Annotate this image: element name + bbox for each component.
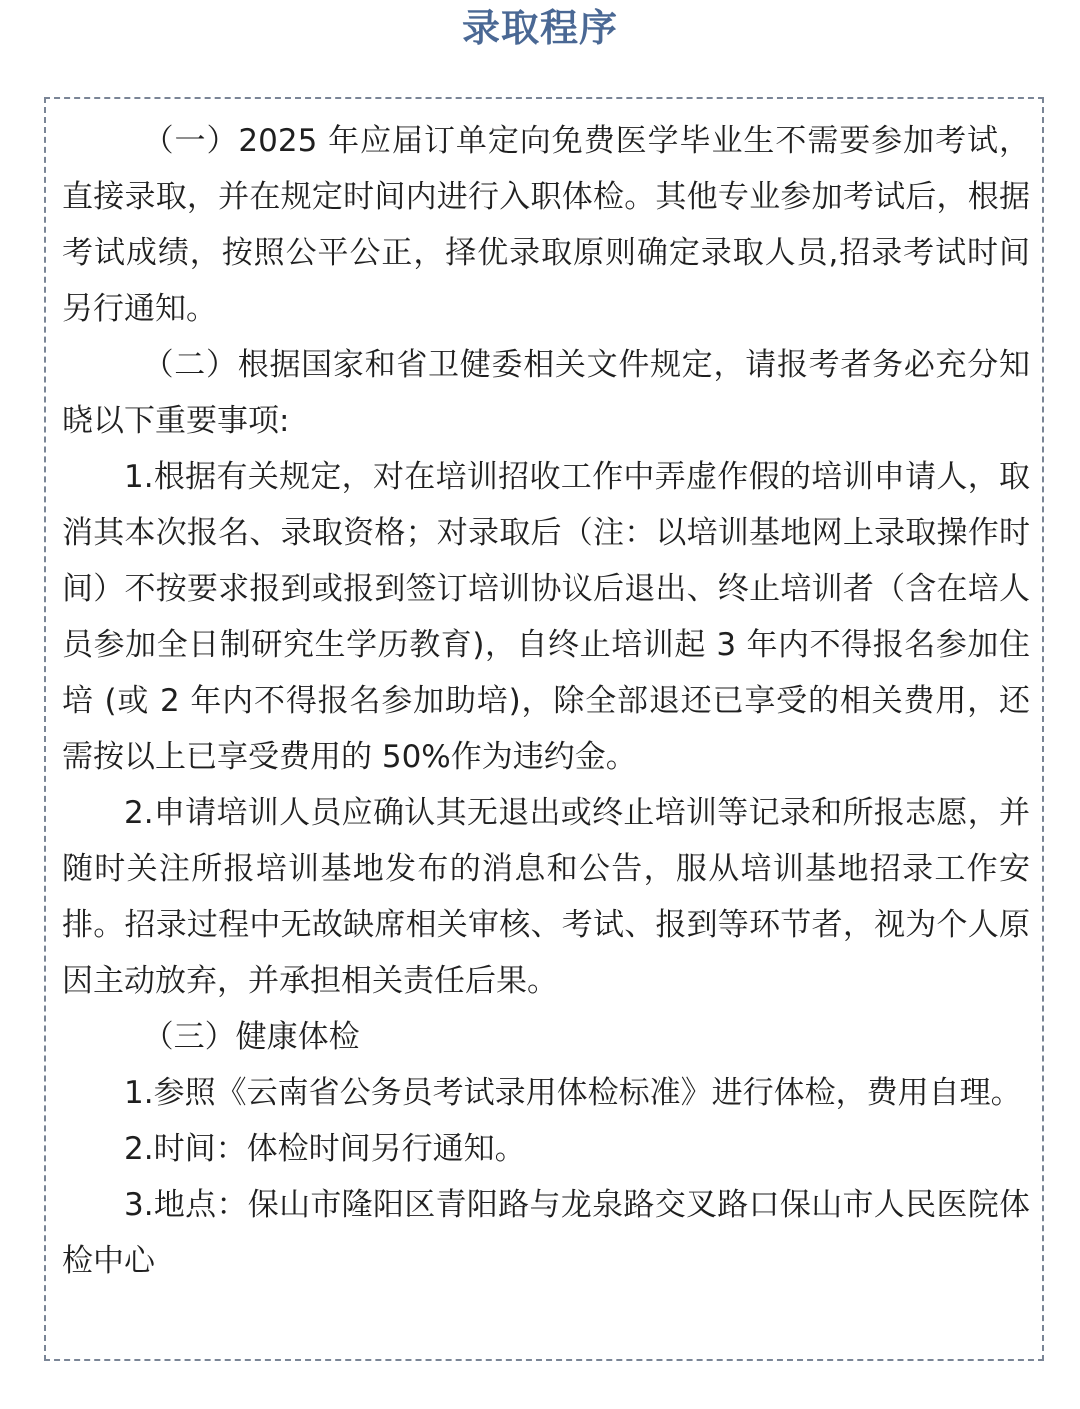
document-body <box>62 113 1030 1289</box>
section-3-item-3: 3.地点：保山市隆阳区青阳路与龙泉路交叉路口保山市人民医院体检中心 <box>62 1187 1030 1279</box>
section-2-item-2: 2.申请培训人员应确认其无退出或终止培训等记录和所报志愿，并随时关注所报培训基地发布的消息和公告，服从培训基地招录工作安排。招录过程中无故缺席相关审核、考试、报到等环节者，视为个人原因主动放弃，并承担相关责任后果。 <box>62 795 1030 999</box>
section-3-item-2: 2.时间：体检时间另行通知。 <box>124 1131 526 1167</box>
section-3-heading: （三）健康体检 <box>142 1019 360 1055</box>
section-3-item-1: 1.参照《云南省公务员考试录用体检标准》进行体检，费用自理。 <box>124 1075 1022 1111</box>
section-2-item-1: 1.根据有关规定，对在培训招收工作中弄虚作假的培训申请人，取消其本次报名、录取资格；对录取后（注：以培训基地网上录取操作时间）不按要求报到或报到签订培训协议后退出、终止培训者（含在培人员参加全日制研究生学历教育)，自终止培训起 3 年内不得报名参加住培 (或 2 年内不得报名参加助培)，除全部退还已享受的相关费用，还需按以上已享受费用的 50%作为违约金。 <box>62 459 1030 775</box>
section-1-paragraph: （一）2025 年应届订单定向免费医学毕业生不需要参加考试，直接录取，并在规定时间内进行入职体检。其他专业参加考试后，根据考试成绩，按照公平公正，择优录取原则确定录取人员,招录考试时间另行通知。 <box>62 123 1030 327</box>
content-box <box>44 97 1044 1361</box>
page-title: 录取程序 <box>461 6 618 50</box>
section-2-paragraph: （二）根据国家和省卫健委相关文件规定，请报考者务必充分知晓以下重要事项: <box>62 347 1030 439</box>
